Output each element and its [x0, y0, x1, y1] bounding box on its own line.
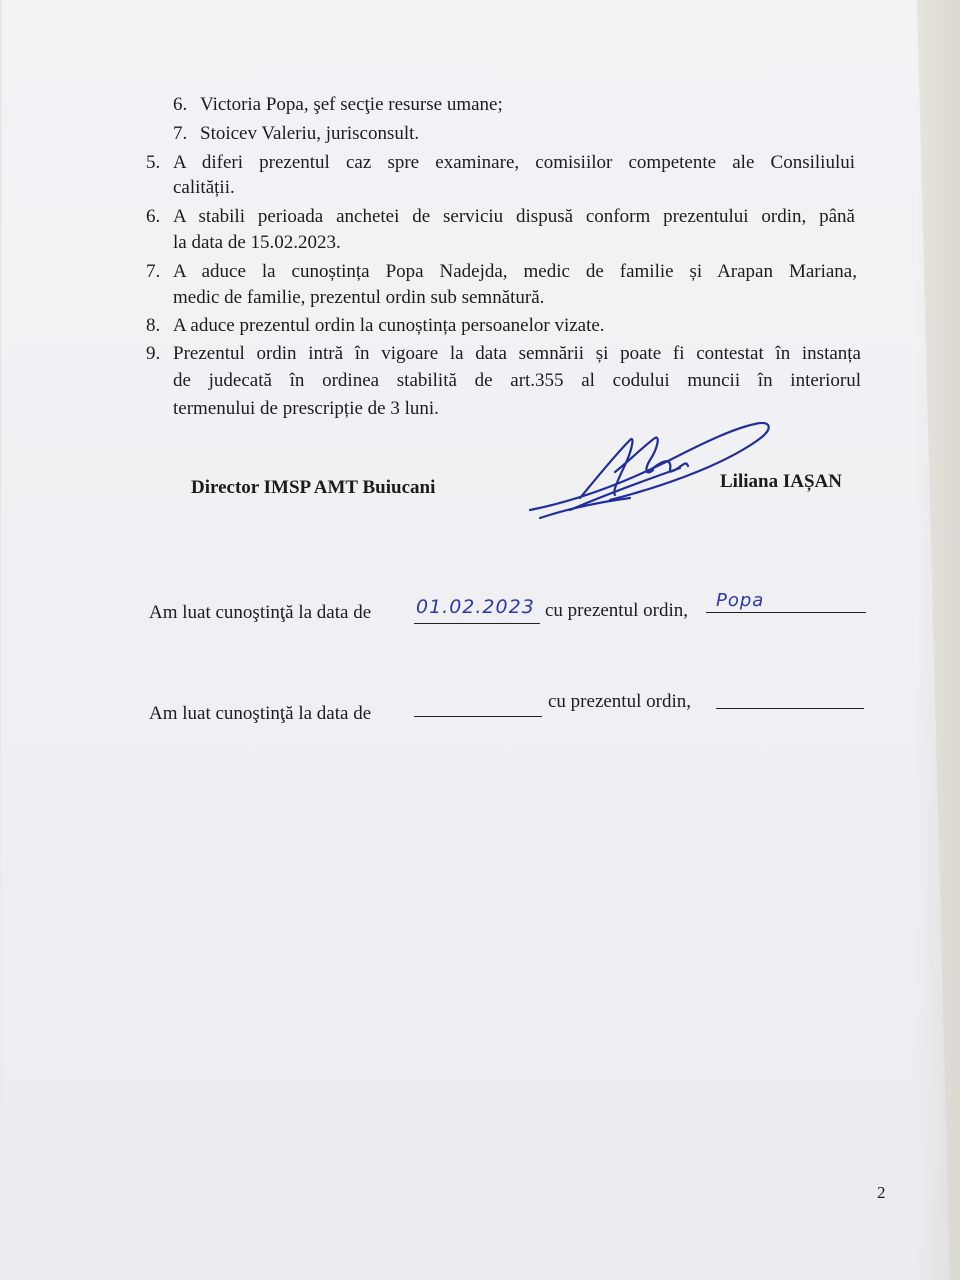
ack-2-prefix: Am luat cunoştinţă la data de: [149, 703, 372, 724]
ack-1-handwritten-name: Popa: [716, 590, 765, 611]
item-number-7: 7.: [146, 261, 161, 282]
item-number-5: 5.: [146, 152, 161, 173]
item-9-line-3: termenului de prescripție de 3 luni.: [173, 398, 439, 419]
ack-1-middle-text: cu prezentul ordin,: [545, 600, 688, 621]
item-7-line-1: A aduce la cunoștința Popa Nadejda, medic de familie și Arapan Mariana,: [173, 261, 857, 282]
page-number: 2: [877, 1183, 886, 1202]
item-number-8: 8.: [146, 315, 161, 336]
item-7-line-2: medic de familie, prezentul ordin sub semnătură.: [173, 287, 545, 308]
ack-1-prefix: Am luat cunoştinţă la data de: [149, 602, 372, 623]
item-5-line-1: A diferi prezentul caz spre examinare, comisiilor competente ale Consiliului: [173, 152, 855, 173]
ack-1-handwritten-date: 01.02.2023: [416, 596, 535, 618]
item-8-line-1: A aduce prezentul ordin la cunoștința persoanelor vizate.: [173, 315, 605, 336]
item-5-line-2: calității.: [173, 177, 235, 198]
item-9-line-2: de judecată în ordinea stabilită de art.355 al codului muncii în interiorul: [173, 370, 861, 391]
ack-2-signature-field[interactable]: [716, 708, 864, 709]
item-6-line-1: A stabili perioada anchetei de serviciu dispusă conform prezentului ordin, până: [173, 206, 855, 227]
signatory-name: Liliana IAȘAN: [720, 471, 842, 492]
ack-2-middle-text: cu prezentul ordin,: [548, 691, 691, 712]
item-9-line-1: Prezentul ordin intră în vigoare la data semnării și poate fi contestat în instanța: [173, 343, 861, 364]
ack-1-date-field[interactable]: [414, 623, 540, 624]
signatory-title: Director IMSP AMT Buiucani: [191, 477, 436, 498]
ack-2-date-field[interactable]: [414, 716, 542, 717]
ack-1-signature-field[interactable]: [706, 612, 866, 613]
sublist-item-7-text: Stoicev Valeriu, jurisconsult.: [200, 123, 420, 144]
sublist-number-7: 7.: [173, 123, 188, 144]
sublist-number-6: 6.: [173, 94, 188, 115]
item-number-6: 6.: [146, 206, 161, 227]
sublist-item-6-text: Victoria Popa, şef secţie resurse umane;: [200, 94, 503, 115]
handwritten-signature: [520, 410, 800, 530]
item-number-9: 9.: [146, 343, 161, 364]
item-6-line-2: la data de 15.02.2023.: [173, 232, 341, 253]
